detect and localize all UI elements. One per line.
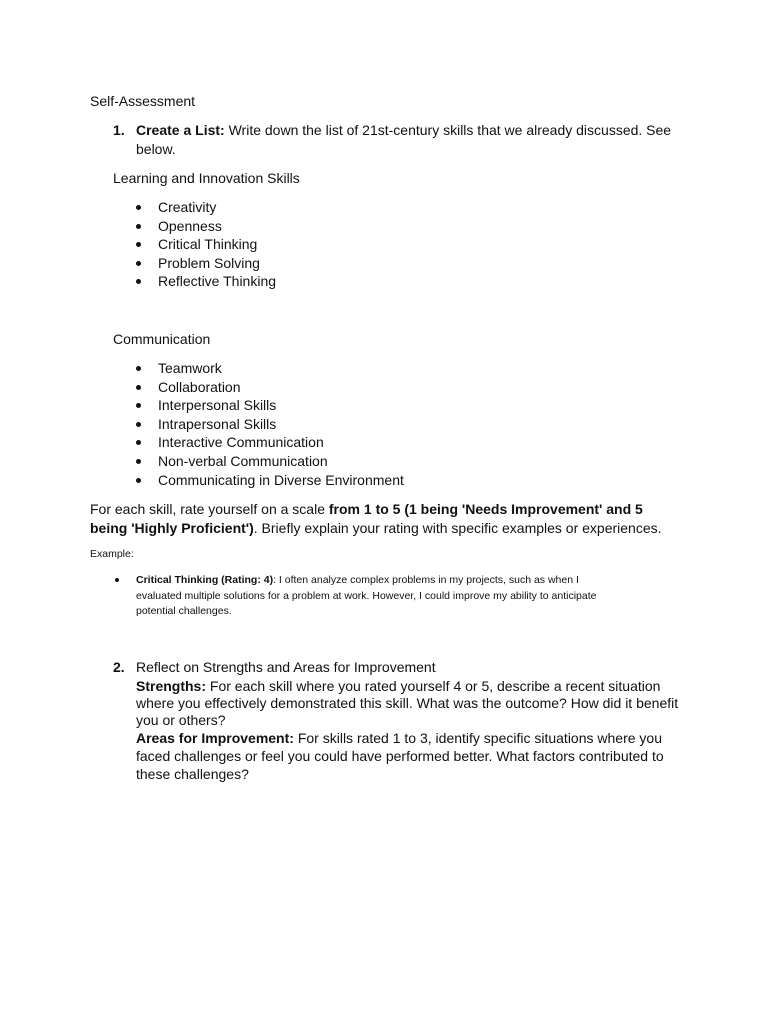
example-skill-bold: Critical Thinking (Rating: 4) — [136, 574, 274, 586]
skill-label: Interactive Communication — [158, 434, 324, 451]
step1-heading: Create a List: — [136, 122, 225, 138]
example-line2: evaluated multiple solutions for a problem at work. However, I could improve my ability to anticipate — [136, 590, 597, 602]
areas-line2: faced challenges or feel you could have performed better. What factors contributed to — [136, 748, 664, 764]
strengths-line1 — [136, 677, 660, 695]
step1-number: 1. — [113, 122, 125, 138]
skill-label: Openness — [158, 217, 222, 234]
bullet-icon — [136, 385, 141, 390]
communication-heading: Communication — [113, 331, 211, 347]
bullet-icon — [136, 478, 141, 483]
skill-label: Creativity — [158, 199, 217, 215]
list-item — [113, 254, 276, 273]
areas-line1 — [136, 729, 662, 747]
bullet-icon — [136, 366, 141, 371]
rate-scale-bold-cont: being 'Highly Proficient') — [90, 520, 254, 536]
list-item — [113, 359, 404, 378]
skill-label: Communicating in Diverse Environment — [158, 471, 404, 488]
strengths-line3: you or others? — [136, 712, 226, 728]
list-item — [113, 433, 404, 452]
step1-text-line1: Write down the list of 21st-century skills that we already discussed. See — [224, 122, 672, 138]
skill-label: Critical Thinking — [158, 236, 258, 253]
strengths-text-1: For each skill where you rated yourself 4 or 5, describe a recent situation — [206, 678, 661, 694]
list-item — [113, 378, 404, 397]
bullet-icon — [136, 224, 141, 229]
step2-number: 2. — [113, 659, 125, 675]
communication-skills-list — [113, 359, 404, 489]
learning-skills-list — [113, 198, 276, 291]
list-item — [113, 272, 276, 291]
step1-line1 — [136, 121, 671, 139]
bullet-icon — [136, 459, 141, 464]
skill-label: Interpersonal Skills — [158, 397, 277, 414]
bullet-icon — [136, 242, 141, 247]
areas-label: Areas for Improvement: — [136, 730, 294, 746]
list-item — [113, 198, 276, 217]
step1-text-line2: below. — [136, 141, 176, 157]
bullet-icon — [136, 422, 141, 427]
strengths-line2: where you effectively demonstrated this skill. What was the outcome? How did it benefit — [136, 695, 679, 711]
list-item — [113, 217, 276, 236]
skill-label: Collaboration — [158, 378, 241, 395]
strengths-label: Strengths: — [136, 678, 206, 694]
skill-label: Problem Solving — [158, 254, 260, 271]
rate-line2 — [90, 519, 662, 537]
skill-label: Intrapersonal Skills — [158, 415, 277, 432]
bullet-icon — [136, 261, 141, 266]
example-line3: potential challenges. — [136, 605, 232, 617]
bullet-icon — [136, 205, 141, 210]
step2-heading: Reflect on Strengths and Areas for Improvement — [136, 659, 436, 675]
list-item — [113, 452, 404, 471]
bullet-icon — [136, 403, 141, 408]
list-item — [113, 235, 276, 254]
bullet-icon — [136, 279, 141, 284]
rate-line1 — [90, 500, 643, 518]
example-text-1: : I often analyze complex problems in my projects, such as when I — [273, 574, 579, 586]
list-item — [113, 471, 404, 490]
rate-scale-bold: from 1 to 5 (1 being 'Needs Improvement' and 5 — [328, 501, 643, 517]
rate-rest: . Briefly explain your rating with specific examples or experiences. — [253, 520, 662, 536]
areas-line3: these challenges? — [136, 766, 249, 782]
example-label: Example: — [90, 548, 134, 560]
learning-heading: Learning and Innovation Skills — [113, 170, 300, 186]
document-title: Self-Assessment — [90, 93, 196, 109]
skill-label: Non-verbal Communication — [158, 452, 328, 469]
rate-prefix: For each skill, rate yourself on a scale — [90, 501, 329, 517]
bullet-icon — [136, 440, 141, 445]
areas-text-1: For skills rated 1 to 3, identify specific situations where you — [293, 730, 662, 746]
skill-label: Teamwork — [158, 360, 222, 376]
example-line1 — [136, 573, 579, 588]
bullet-icon — [115, 578, 119, 582]
list-item — [113, 415, 404, 434]
skill-label: Reflective Thinking — [158, 273, 277, 290]
list-item — [113, 396, 404, 415]
